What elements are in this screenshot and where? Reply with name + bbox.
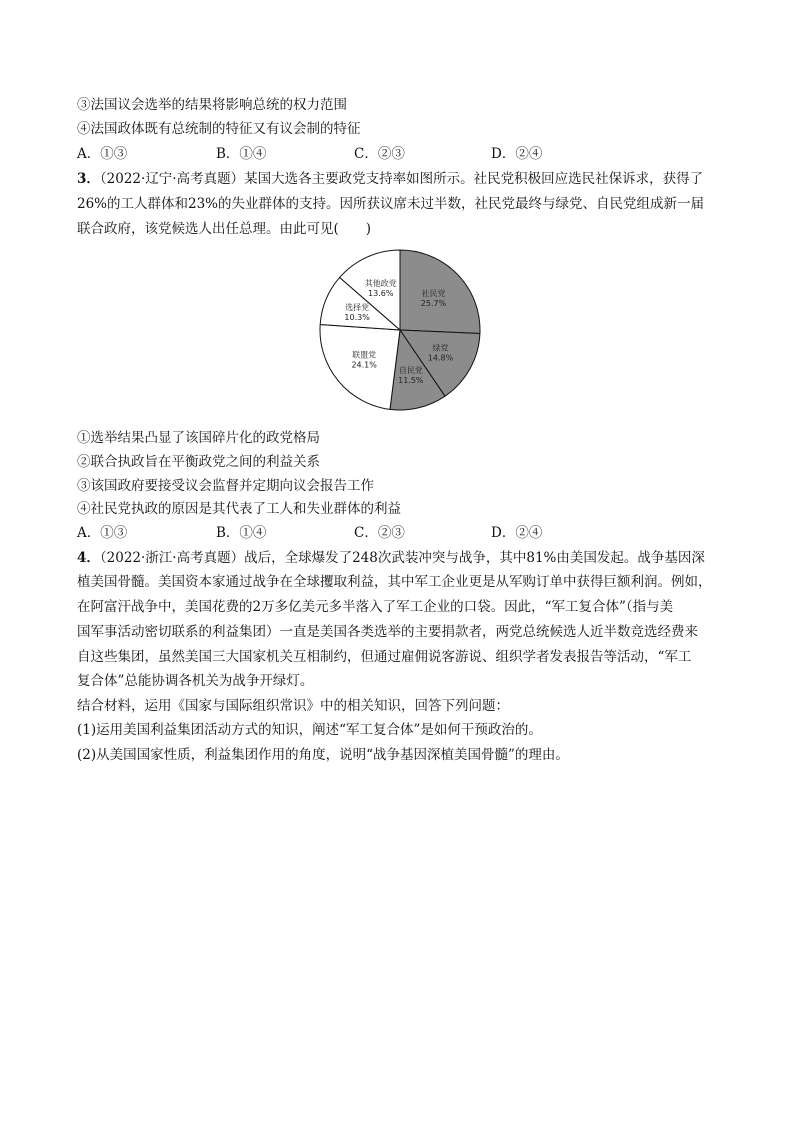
option-c[interactable]: C．②③ xyxy=(354,146,405,162)
q3-option-d[interactable]: D．②④ xyxy=(491,525,543,541)
prev-item-3: ③法国议会选举的结果将影响总统的权力范围 xyxy=(77,97,347,113)
pie-slice-name-4: 选择党 xyxy=(345,303,370,313)
q3-option-c[interactable]: C．②③ xyxy=(354,525,405,541)
pie-slice-value-1: 14.8% xyxy=(427,353,454,363)
option-a[interactable]: A．①③ xyxy=(77,146,128,162)
q4-sub-question-2: (2)从美国国家性质，利益集团作用的角度，说明“战争基因深植美国骨髓”的理由。 xyxy=(77,747,569,763)
q3-stem-line-3: 联合政府，该党候选人出任总理。由此可见( ) xyxy=(77,221,372,237)
q4-sub-question-1: (1)运用美国利益集团活动方式的知识，阐述“军工复合体”是如何干预政治的。 xyxy=(77,722,542,738)
q3-item-3: ③该国政府要接受议会监督并定期向议会报告工作 xyxy=(77,478,374,494)
pie-slice-value-5: 13.6% xyxy=(368,288,394,298)
pie-slice-name-1: 绿党 xyxy=(432,343,449,353)
party-support-pie-chart xyxy=(316,246,484,414)
q4-stem-line-3: 在阿富汗战争中，美国花费的2万多亿美元多半落入了军工企业的口袋。因此，“军工复合体”（指与美 xyxy=(77,599,674,615)
q3-option-a[interactable]: A．①③ xyxy=(77,525,128,541)
q3-item-4: ④社民党执政的原因是其代表了工人和失业群体的利益 xyxy=(77,501,401,517)
option-b[interactable]: B．①④ xyxy=(216,146,267,162)
q3-item-1: ①选举结果凸显了该国碎片化的政党格局 xyxy=(77,430,320,446)
q3-option-b[interactable]: B．①④ xyxy=(216,525,267,541)
q3-number: 3． xyxy=(77,171,100,187)
q3-stem-line-2: 26%的工人群体和23%的失业群体的支持。因所获议席未过半数，社民党最终与绿党、自民党组成新一届 xyxy=(77,196,705,212)
pie-slice-value-3: 24.1% xyxy=(351,360,377,370)
option-d[interactable]: D．②④ xyxy=(491,146,543,162)
q4-stem-line-4: 国军事活动密切联系的利益集团）一直是美国各类选举的主要捐款者，两党总统候选人近半数竞选经费来 xyxy=(77,624,698,640)
pie-slice-value-0: 25.7% xyxy=(420,298,447,308)
q4-stem-line-2: 植美国骨髓。美国资本家通过战争在全球攫取利益，其中军工企业更是从军购订单中获得巨额利润。例如， xyxy=(77,574,712,590)
pie-slice-name-0: 社民党 xyxy=(421,288,446,298)
q4-instruction: 结合材料，运用《国家与国际组织常识》中的相关知识，回答下列问题： xyxy=(77,698,509,714)
q3-stem-line-1: 3．（2022·辽宁·高考真题）某国大选各主要政党支持率如图所示。社民党积极回应选民社保诉求，获得了 xyxy=(77,171,704,187)
q4-stem-line-1: 4．（2022·浙江·高考真题）战后，全球爆发了248次武装冲突与战争，其中81%由美国发起。战争基因深 xyxy=(77,550,705,566)
q4-number: 4． xyxy=(77,550,100,566)
q4-stem-line-6: 复合体”总能协调各机关为战争开绿灯。 xyxy=(77,673,314,689)
prev-item-4: ④法国政体既有总统制的特征又有议会制的特征 xyxy=(77,121,361,137)
pie-slice-name-3: 联盟党 xyxy=(352,350,377,360)
q4-stem-line-5: 自这些集团，虽然美国三大国家机关互相制约，但通过雇佣说客游说、组织学者发表报告等活动，“军工 xyxy=(77,649,692,665)
pie-slice-value-2: 11.5% xyxy=(398,376,424,386)
pie-slice-name-5: 其他政党 xyxy=(364,278,397,288)
pie-slice-value-4: 10.3% xyxy=(344,313,370,323)
q3-item-2: ②联合执政旨在平衡政党之间的利益关系 xyxy=(77,454,320,470)
pie-slice-name-2: 自民党 xyxy=(398,366,423,376)
